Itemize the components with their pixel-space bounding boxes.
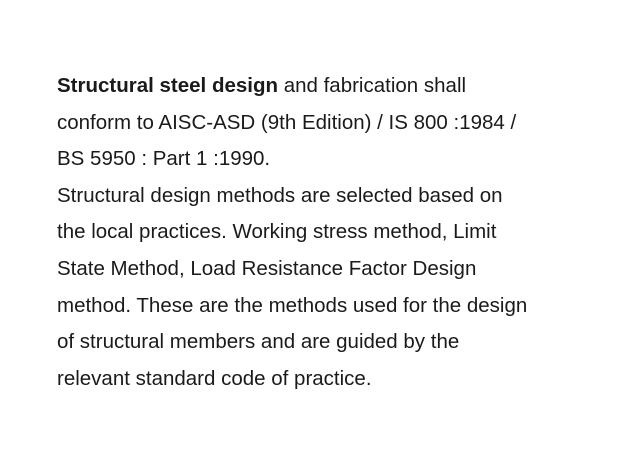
- paragraph-2-line-5: of structural members and are guided by the: [57, 330, 460, 354]
- paragraph-2-line-4: method. These are the methods used for the design: [57, 293, 528, 317]
- body-text: [57, 68, 617, 397]
- paragraph-2-line-3: State Method, Load Resistance Factor Design: [57, 256, 477, 280]
- paragraph-2-line-6: relevant standard code of practice.: [57, 366, 372, 390]
- paragraph-1-line-3: BS 5950 : Part 1 :1990.: [57, 147, 271, 171]
- bold-heading-phrase: Structural steel design: [57, 74, 279, 97]
- paragraph-2-line-1: Structural design methods are selected based on: [57, 183, 503, 207]
- paragraph-1-line-1: [57, 68, 617, 105]
- paragraph-1-line-2: conform to AISC-ASD (9th Edition) / IS 800 :1984 /: [57, 110, 517, 134]
- line-text: and fabrication shall: [278, 74, 467, 97]
- paragraph-2-line-2: the local practices. Working stress method, Limit: [57, 220, 497, 244]
